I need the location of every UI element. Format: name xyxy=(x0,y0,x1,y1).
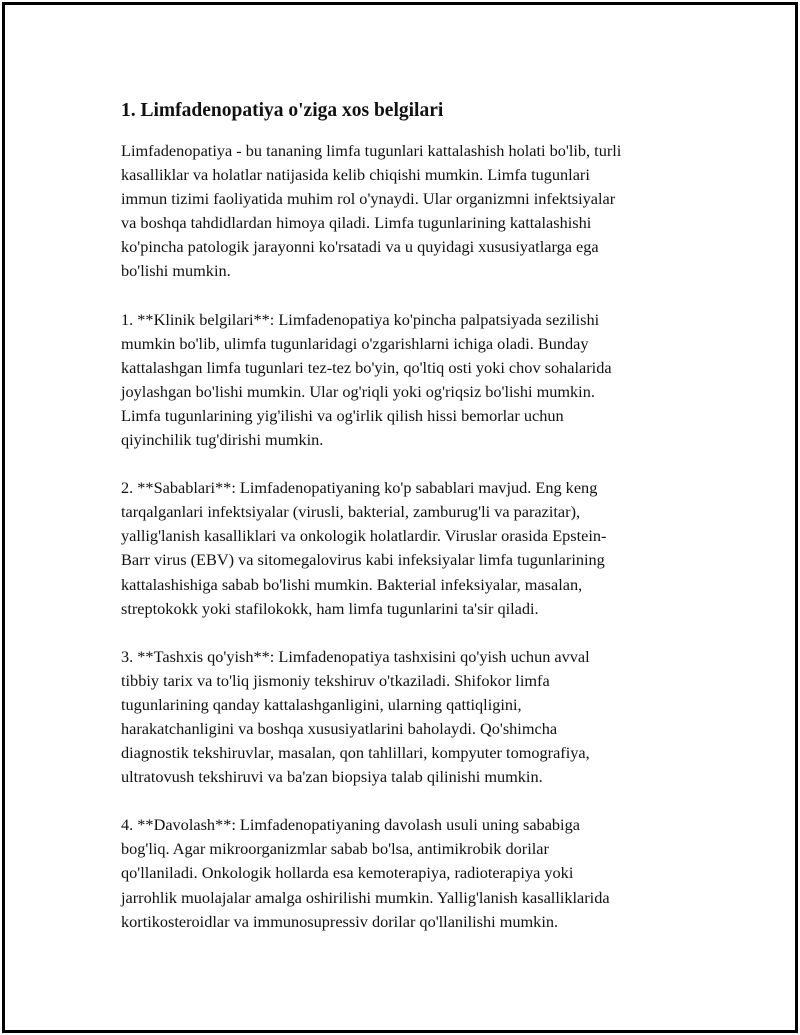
paragraph-intro: Limfadenopatiya - bu tananing limfa tugunlari kattalashish holati bo'lib, turli kasalliklar va holatlar natijasida kelib chiqishi mumkin. Limfa tugunlari immun tizimi faoliyatida muhim rol o'ynaydi. Ular organizmni infektsiyalar va boshqa tahdidlardan himoya qiladi. Limfa tugunlarining kattalashishi ko'pincha patologik jarayonni ko'rsatadi va u quyidagi xususiyatlarga ega bo'lishi mumkin. xyxy=(121,141,622,281)
paragraph-diagnosis: 3. **Tashxis qo'yish**: Limfadenopatiya tashxisini qo'yish uchun avval tibbiy tarix va to'liq jismoniy tekshiruv o'tkaziladi. Shifokor limfa tugunlarining qanday kattalashganligini, ularning qattiqligini, harakatchanligini va boshqa xususiyatlarini baholaydi. Qo'shimcha diagnostik tekshiruvlar, masalan, qon tahlillari, kompyuter tomografiya, ultratovush tekshiruvi va ba'zan biopsiya talab qilinishi mumkin. xyxy=(121,646,590,787)
paragraph-treatment: 4. **Davolash**: Limfadenopatiyaning davolash usuli uning sababiga bog'liq. Agar mikroorganizmlar sabab bo'lsa, antimikrobik dorilar qo'llaniladi. Onkologik hollarda esa kemoterapiya, radioterapiya yoki jarrohlik muolajalar amalga oshirilishi mumkin. Yallig'lanish kasalliklarida kortikosteroidlar va immunosupressiv dorilar qo'llanilishi mumkin. xyxy=(121,815,610,931)
paragraph-clinical-signs: 1. **Klinik belgilari**: Limfadenopatiya ko'pincha palpatsiyada sezilishi mumkin bo'lib, ulimfa tugunlaridagi o'zgarishlarni ichiga oladi. Bunday kattalashgan limfa tugunlari tez-tez bo'yin, qo'ltiq osti yoki chov sohalarida joylashgan bo'lishi mumkin. Ular og'riqli yoki og'riqsiz bo'lishi mumkin. Limfa tugunlarining yig'ilishi va og'irlik qilish hissi bemorlar uchun qiyinchilik tug'dirishi mumkin. xyxy=(121,309,612,450)
paragraph-causes: 2. **Sabablari**: Limfadenopatiyaning ko'p sabablari mavjud. Eng keng tarqalganlari infektsiyalar (virusli, bakterial, zamburug'li va parazitar), yallig'lanish kasalliklari va onkologik holatlardir. Viruslar orasida Epstein- Barr virus (EBV) va sitomegalovirus kabi infeksiyalar limfa tugunlarining kattalashishiga sabab bo'lishi mumkin. Bakterial infeksiyalar, masalan, streptokokk yoki stafilokokk, ham limfa tugunlarini ta'sir qiladi. xyxy=(121,478,607,618)
page-frame xyxy=(2,2,798,1033)
document-body xyxy=(121,97,701,934)
document-title: 1. Limfadenopatiya o'ziga xos belgilari xyxy=(121,100,444,121)
